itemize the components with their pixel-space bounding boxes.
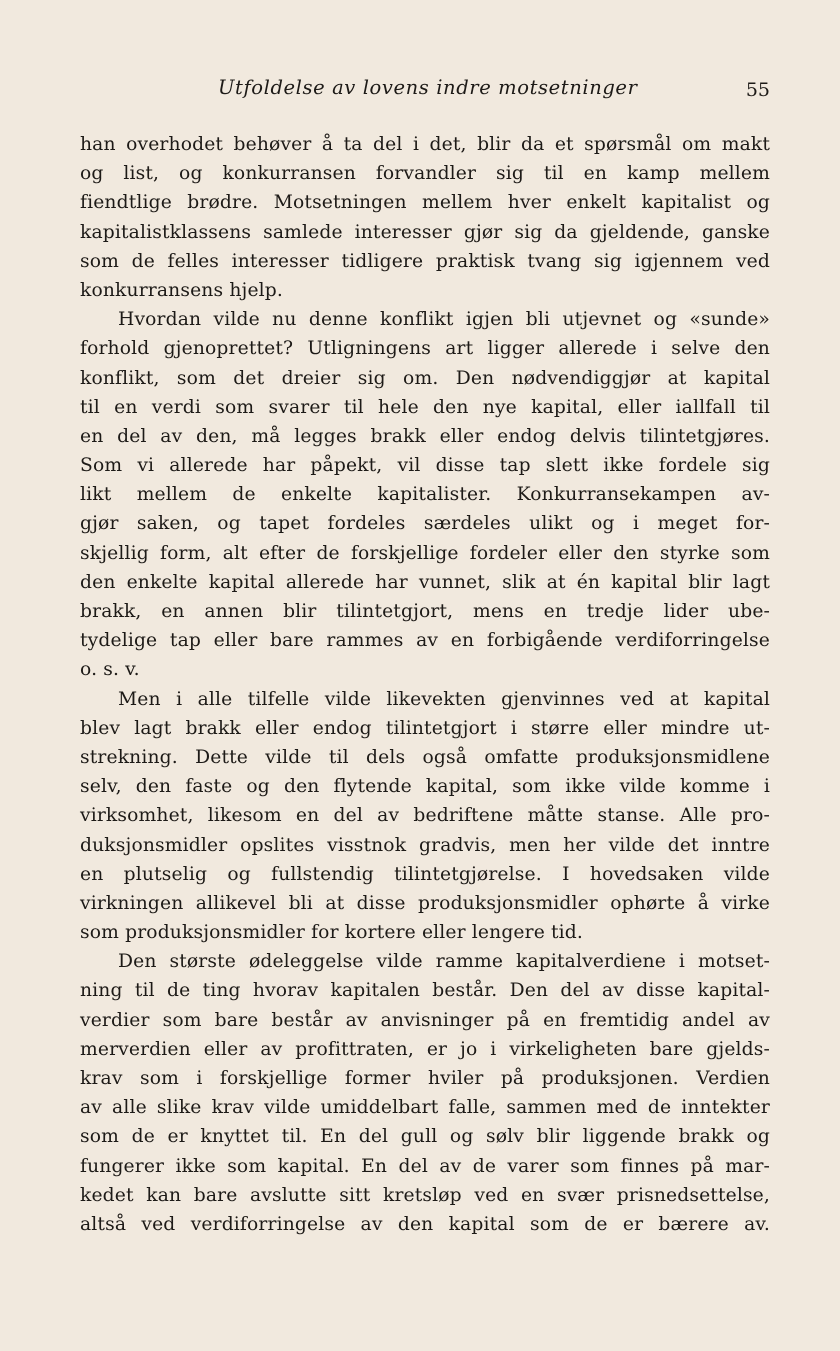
text-line: fiendtlige brødre. Motsetningen mellem hver enkelt kapitalist og bbox=[80, 192, 770, 214]
text-line: av alle slike krav vilde umiddelbart falle, sammen med de inntekter bbox=[80, 1097, 770, 1119]
page-header bbox=[80, 74, 770, 104]
text-line: han overhodet behøver å ta del i det, blir da et spørsmål om makt bbox=[80, 134, 770, 155]
running-title: Utfoldelse av lovens indre motsetninger bbox=[218, 76, 638, 99]
text-line: Som vi allerede har påpekt, vil disse tap slett ikke fordele sig bbox=[80, 455, 770, 477]
text-line: gjør saken, og tapet fordeles særdeles ulikt og i meget for- bbox=[80, 513, 770, 535]
text-line: konkurransens hjelp. bbox=[80, 279, 283, 301]
text-line: krav som i forskjellige former hviler på produksjonen. Verdien bbox=[80, 1068, 770, 1089]
text-line: kapitalistklassens samlede interesser gjør sig da gjeldende, ganske bbox=[80, 221, 770, 243]
text-line: likt mellem de enkelte kapitalister. Konkurransekampen av- bbox=[80, 484, 770, 506]
text-line: konflikt, som det dreier sig om. Den nødvendiggjør at kapital bbox=[80, 367, 770, 389]
text-line: fungerer ikke som kapital. En del av de varer som finnes på mar- bbox=[80, 1155, 770, 1177]
text-line: strekning. Dette vilde til dels også omfatte produksjonsmidlene bbox=[80, 746, 770, 768]
text-line: en plutselig og fullstendig tilintetgjørelse. I hovedsaken vilde bbox=[80, 863, 770, 885]
text-line: ning til de ting hvorav kapitalen består. Den del av disse kapital- bbox=[80, 980, 770, 1002]
text-line: forhold gjenoprettet? Utligningens art ligger allerede i selve den bbox=[80, 338, 770, 360]
text-line: som de er knyttet til. En del gull og sølv blir liggende brakk og bbox=[80, 1126, 770, 1148]
body-text bbox=[80, 130, 770, 1239]
text-line: virksomhet, likesom en del av bedriftene måtte stanse. Alle pro- bbox=[80, 805, 770, 827]
paragraph-start: Den største ødeleggelse vilde ramme kapitalverdiene i motset- bbox=[118, 951, 770, 973]
text-line: verdier som bare består av anvisninger på en fremtidig andel av bbox=[80, 1009, 770, 1031]
text-line: en del av den, må legges brakk eller endog delvis tilintetgjøres. bbox=[80, 425, 770, 447]
text-line: blev lagt brakk eller endog tilintetgjort i større eller mindre ut- bbox=[80, 717, 770, 739]
text-line: merverdien eller av profittraten, er jo i virkeligheten bare gjelds- bbox=[80, 1038, 770, 1060]
text-line: tydelige tap eller bare rammes av en forbigående verdiforringelse bbox=[80, 630, 770, 652]
text-line: til en verdi som svarer til hele den nye kapital, eller iallfall til bbox=[80, 396, 770, 418]
page-number: 55 bbox=[745, 79, 770, 101]
text-line: og list, og konkurransen forvandler sig til en kamp mellem bbox=[80, 163, 770, 185]
text-line: som de felles interesser tidligere praktisk tvang sig igjennem ved bbox=[80, 250, 770, 272]
text-line: altså ved verdiforringelse av den kapital som de er bærere av. bbox=[80, 1213, 770, 1235]
text-line: den enkelte kapital allerede har vunnet, slik at én kapital blir lagt bbox=[80, 571, 770, 593]
text-line: duksjonsmidler opslites visstnok gradvis, men her vilde det inntre bbox=[80, 834, 770, 856]
text-line: brakk, en annen blir tilintetgjort, mens en tredje lider ube- bbox=[80, 601, 770, 622]
text-line: som produksjonsmidler for kortere eller lengere tid. bbox=[80, 922, 584, 944]
text-line: virkningen allikevel bli at disse produksjonsmidler ophørte å virke bbox=[80, 892, 770, 914]
paragraph-start: Hvordan vilde nu denne konflikt igjen bli utjevnet og «sunde» bbox=[118, 309, 770, 331]
text-line: skjellig form, alt efter de forskjellige fordeler eller den styrke som bbox=[80, 542, 770, 564]
text-line: kedet kan bare avslutte sitt kretsløp ved en svær prisnedsettelse, bbox=[80, 1184, 770, 1206]
text-line: o. s. v. bbox=[80, 659, 140, 681]
paragraph-start: Men i alle tilfelle vilde likevekten gjenvinnes ved at kapital bbox=[118, 688, 770, 710]
text-line: selv, den faste og den flytende kapital, som ikke vilde komme i bbox=[80, 776, 770, 798]
